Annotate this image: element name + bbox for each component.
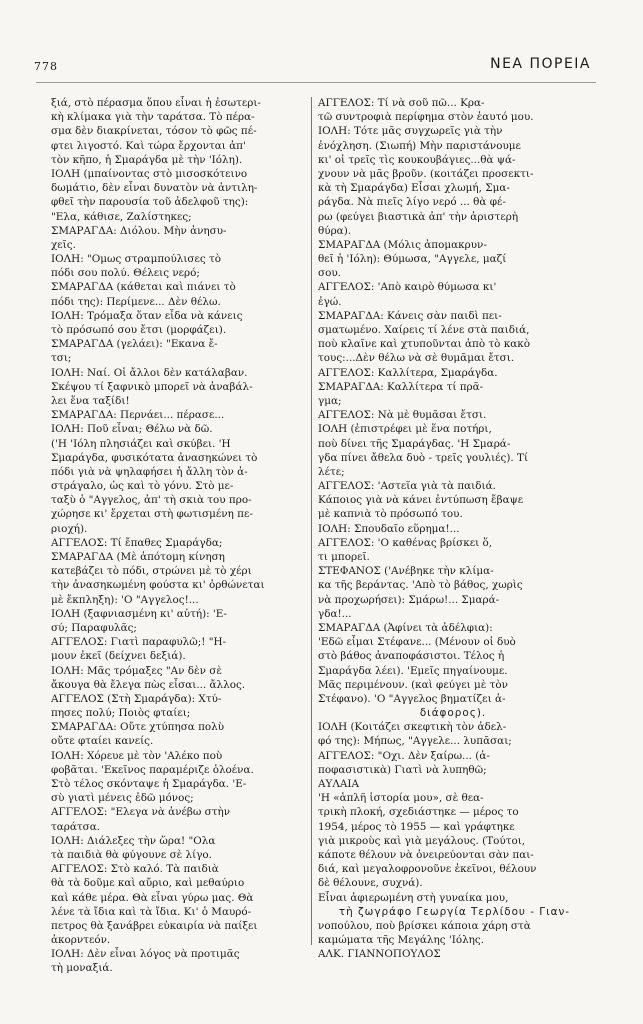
text-line: Κάποιος γιὰ νὰ κάνει ἐντύπωση ἔβαψε bbox=[318, 494, 524, 507]
text-line: ΑΓΓΕΛΟΣ: "Ελεγα νὰ ἀνέβω στὴν bbox=[51, 806, 231, 819]
text-line: τὴ μοναξιά. bbox=[51, 962, 113, 975]
text-line: σμα δὲν διακρίνεται, τόσον τὸ φῶς πέ- bbox=[51, 125, 257, 138]
text-line: ΑΓΓΕΛΟΣ (Στὴ Σμαράγδα): Χτύ- bbox=[51, 692, 222, 705]
text-line: τὰ παιδιὰ θὰ φύγουνε σὲ λίγο. bbox=[51, 848, 212, 861]
text-line: πετρος θὰ ξανάβρει εὐκαιρία νὰ παίξει bbox=[51, 919, 258, 932]
text-line: ρω (φεύγει βιαστικὰ ἀπ' τὴν ἀριστερὴ bbox=[318, 210, 519, 223]
text-line: κάποτε θέλουν νὰ ὀνειρεύονται σὰν παι- bbox=[318, 848, 534, 861]
text-line: ΙΟΛΗ: Σπουδαῖο εὕρημα!... bbox=[318, 522, 460, 535]
text-line: ΑΓΓΕΛΟΣ: Τί ἔπαθες Σμαράγδα; bbox=[51, 536, 223, 549]
text-line: ΑΥΛΑΙΑ bbox=[318, 778, 359, 790]
text-line: θύρα). bbox=[318, 224, 352, 237]
text-line: Μᾶς περιμένουν. (καὶ φεύγει μὲ τὸν bbox=[318, 678, 508, 691]
text-line: θεῖ ἡ 'Ιόλη): Θύμωσα, "Αγγελε, μαζί bbox=[318, 253, 507, 266]
text-line: ΣΜΑΡΑΓΔΑ: Διόλου. Μὴν ἀνησυ- bbox=[51, 224, 227, 237]
text-line: ΙΟΛΗ (μπαίνοντας στὸ μισοσκότεινο bbox=[51, 167, 248, 180]
text-line: ΑΓΓΕΛΟΣ: Γιατὶ παραφυλῶ;! "Η- bbox=[51, 636, 227, 649]
text-line: καμώματα τῆς Μεγάλης 'Ιόλης. bbox=[318, 934, 485, 947]
text-line: καὶ κάθε μέρα. Θὰ εἶναι γύρω μας. Θὰ bbox=[51, 891, 254, 904]
text-line: τὸ πρόσωπό σου ἔτσι (μορφάζει). bbox=[51, 324, 227, 336]
text-line: πόδι της): Περίμενε... Δὲν θέλω. bbox=[51, 295, 221, 308]
text-line: Εἶναι ἀφιερωμένη στὴ γυναίκα μου, bbox=[318, 891, 509, 904]
text-line: γδα!... bbox=[318, 607, 352, 620]
text-line: δωμάτιο, δὲν εἶναι δυνατὸν νὰ ἀντιλη- bbox=[51, 182, 258, 195]
text-line: ΙΟΛΗ: Διάλεξες τὴν ὥρα! "Ολα bbox=[51, 834, 216, 847]
text-line: χώρησε κι' ἔρχεται στὴ φωτισμένη πε- bbox=[51, 508, 253, 521]
text-line: ἐγώ. bbox=[318, 295, 342, 308]
right-column bbox=[318, 96, 588, 961]
text-line: ποφασιστικὰ) Γιατὶ νὰ λυπηθῶ; bbox=[318, 763, 487, 776]
text-line: πησες πολύ; Ποιὸς φταίει; bbox=[51, 707, 191, 720]
text-line: ΑΓΓΕΛΟΣ: Τί νὰ σοῦ πῶ... Κρα- bbox=[318, 97, 485, 109]
text-line: ΙΟΛΗ: Ποῦ εἶναι; Θέλω νὰ δῶ. bbox=[51, 423, 213, 436]
text-line: ξιά, στὸ πέρασμα ὅπου εἶναι ἡ ἐσωτερι- bbox=[51, 97, 261, 109]
text-line: ΑΓΓΕΛΟΣ: Νὰ μὲ θυμᾶσαι ἔτσι. bbox=[318, 409, 487, 422]
text-line: σὺ γιατὶ μένεις ἐδῶ μόνος; bbox=[51, 792, 194, 805]
text-line: ΙΟΛΗ (ξαφνιασμένη κι' αὐτή): 'Ε- bbox=[51, 607, 227, 620]
text-line: Στέφανο). 'Ο "Αγγελος βηματίζει ἀ- bbox=[318, 692, 506, 705]
text-line: ΣΜΑΡΑΓΔΑ: Καλλίτερα τί πρᾶ- bbox=[318, 380, 484, 393]
text-line: ΑΛΚ. ΓΙΑΝΝΟΠΟΥΛΟΣ bbox=[318, 948, 441, 961]
text-line: λένε τὰ ἴδια καὶ τὰ ἴδια. Κι' ὁ Μαυρό- bbox=[51, 905, 252, 918]
text-line: ΣΜΑΡΑΓΔΑ (κάθεται καὶ πιάνει τὸ bbox=[51, 281, 236, 294]
text-line: ἐνόχληση. (Σιωπή) Μὴν παριστάνουμε bbox=[318, 139, 521, 152]
text-line: ΙΟΛΗ: Ναί. Οἱ ἄλλοι δὲν κατάλαβαν. bbox=[51, 366, 248, 379]
text-line: κι' οἱ τρεῖς τὶς κουκουβάγιες...θὰ ψά- bbox=[318, 153, 516, 166]
text-line: φοβᾶται. 'Εκεῖνος παραμέριζε ὁλοένα. bbox=[51, 763, 254, 776]
text-line: 'Εδῶ εἶμαι Στέφανε... (Μένουν οἱ δυὸ bbox=[318, 636, 516, 649]
text-line: Σκέψου τί ξαφνικὸ μπορεῖ νὰ ἀναβάλ- bbox=[51, 380, 253, 393]
text-line: ΙΟΛΗ: Μᾶς τρόμαξες "Αν δὲν σὲ bbox=[51, 664, 222, 677]
left-column bbox=[51, 96, 307, 976]
text-line: ΑΓΓΕΛΟΣ: Καλλίτερα, Σμαράγδα. bbox=[318, 366, 498, 379]
text-line: φθεῖ τὴν παρουσία τοῦ ἀδελφοῦ της): bbox=[51, 196, 249, 209]
text-line: χνουν νὰ μᾶς βροῦν. (κοιτάζει προσεκτι- bbox=[318, 167, 534, 180]
text-line: ΑΓΓΕΛΟΣ: 'Αστεῖα γιὰ τὰ παιδιά. bbox=[318, 480, 496, 493]
text-line: ΑΓΓΕΛΟΣ: 'Απὸ καιρὸ θύμωσα κι' bbox=[318, 281, 497, 294]
text-line: σματωμένο. Χαίρεις τί λένε στὰ παιδιά, bbox=[318, 324, 530, 336]
running-head: ΝΕΑ ΠΟΡΕΙΑ bbox=[490, 56, 591, 72]
text-line: ταράτσα. bbox=[51, 820, 101, 833]
text-line: τσι; bbox=[51, 352, 72, 365]
text-line: ράγδα. Νὰ πιεῖς λίγο νερό ... θὰ φέ- bbox=[318, 196, 506, 209]
text-line: σου. bbox=[318, 267, 341, 280]
text-line: ΙΟΛΗ: Χόρευε μὲ τὸν 'Αλέκο ποὺ bbox=[51, 749, 223, 762]
text-line: ΙΟΛΗ: Δὲν εἶναι λόγος νὰ προτιμᾶς bbox=[51, 948, 240, 961]
text-line: ΑΓΓΕΛΟΣ: "Οχι. Δὲν ξαίρω... (ἀ- bbox=[318, 749, 490, 762]
text-line: ποὺ δίνει τῆς Σμαράγδας. 'Η Σμαρά- bbox=[318, 437, 511, 450]
text-line: γδα πίνει ἄθελα δυὸ - τρεῖς γουλιές). Τί bbox=[318, 451, 529, 464]
text-line: τρικὴ πλοκή, σχεδιάστηκε — μέρος το bbox=[318, 806, 519, 819]
text-line: 1954, μέρος τὸ 1955 — καὶ γράφτηκε bbox=[318, 820, 515, 833]
text-line: "Ελα, κάθισε, Ζαλίστηκες; bbox=[51, 210, 192, 223]
text-line: τὴ ζωγράφο Γεωργία Τερλίδου - Γιαν- bbox=[338, 905, 570, 918]
text-line: λει ἕνα ταξίδι! bbox=[51, 394, 130, 407]
text-line: ΙΟΛΗ: Τότε μᾶς συγχωρεῖς γιὰ τὴν bbox=[318, 125, 503, 138]
text-line: οὔτε φταίει κανείς. bbox=[51, 735, 154, 748]
text-line: τι μπορεῖ. bbox=[318, 551, 370, 563]
text-line: ΣΜΑΡΑΓΔΑ (Ἀφίνει τὰ ἀδέλφια): bbox=[318, 621, 493, 634]
text-line: γιὰ μικροὺς καὶ γιὰ μεγάλους. (Τούτοι, bbox=[318, 834, 526, 847]
text-line: χεῖς. bbox=[51, 238, 76, 251]
text-line: ΙΟΛΗ: "Ομως στραμπούλισες τὸ bbox=[51, 253, 222, 266]
text-line: δὲ θέλουνε, συχνά). bbox=[318, 877, 423, 890]
text-line: μουν ἐκεῖ (δείχνει δεξιά). bbox=[51, 650, 186, 663]
text-line: τὴν ἀνασηκωμένη φούστα κι' ὀρθώνεται bbox=[51, 579, 265, 592]
text-line: ΣΜΑΡΑΓΔΑ: Κάνεις σὰν παιδὶ πει- bbox=[318, 309, 502, 322]
text-line: ΣΜΑΡΑΓΔΑ (Μόλις ἀπομακρυν- bbox=[318, 238, 487, 251]
text-line: ('Η 'Ιόλη πλησιάζει καὶ σκύβει. 'Η bbox=[51, 437, 231, 450]
text-line: Σμαράγδα, φυσικότατα ἀνασηκώνει τὸ bbox=[51, 451, 258, 464]
text-line: σύ; Παραφυλᾶς; bbox=[51, 621, 137, 634]
text-line: θὰ τὰ δοῦμε καὶ αὔριο, καὶ μεθαύριο bbox=[51, 877, 245, 890]
text-line: κατεβάζει τὸ πόδι, στρώνει μὲ τὸ χέρι bbox=[51, 565, 252, 578]
text-line: ἄκουγα θὰ ἔλεγα πὼς εἶσαι... ἄλλος. bbox=[51, 678, 246, 691]
header-divider bbox=[36, 82, 596, 83]
text-line: ποὺ κλαῖνε καὶ χτυποῦνται ἀπὸ τὸ κακὸ bbox=[318, 338, 530, 351]
text-line: ΙΟΛΗ: Τρόμαξα ὅταν εἶδα νὰ κάνεις bbox=[51, 309, 243, 322]
text-line: ταξὺ ὁ "Αγγελος, ἀπ' τὴ σκιὰ του προ- bbox=[51, 494, 252, 507]
text-line: ΣΜΑΡΑΓΔΑ: Περνάει... πέρασε... bbox=[51, 409, 225, 422]
text-line: πόδι γιὰ νὰ ψηλαφήσει ἡ ἄλλη τὸν ἀ- bbox=[51, 465, 248, 478]
text-line: Σμαράγδα λέει). 'Εμεῖς πηγαίνουμε. bbox=[318, 664, 508, 677]
text-line: τὸν κῆπο, ἡ Σμαράγδα μὲ τὴν 'Ιόλη). bbox=[51, 153, 243, 166]
text-line: νὰ προχωρήσει): Σμάρω!... Σμαρά- bbox=[318, 593, 500, 606]
text-line: κὰ τὴ Σμαράγδα) Εἶσαι χλωμή, Σμα- bbox=[318, 182, 510, 195]
text-line: διάφορος). bbox=[419, 707, 487, 720]
text-line: στὸ βάθος ἀναποφάσιστοι. Τέλος ἡ bbox=[318, 650, 505, 663]
text-line: 'Η «ἁπλῆ ἱστορία μου», σὲ θεα- bbox=[318, 792, 484, 805]
text-line: ΣΤΕΦΑΝΟΣ ('Ανέβηκε τὴν κλίμα- bbox=[318, 565, 494, 578]
text-line: ΣΜΑΡΑΓΔΑ (γελάει): "Εκανα ἔ- bbox=[51, 338, 218, 351]
text-line: ΑΓΓΕΛΟΣ: Στὸ καλό. Τὰ παιδιὰ bbox=[51, 863, 219, 876]
text-line: στράγαλο, ὡς καὶ τὸ γόνυ. Στὸ με- bbox=[51, 480, 234, 493]
text-line: κὴ κλίμακα γιὰ τὴν ταράτσα. Τὸ πέρα- bbox=[51, 111, 255, 124]
text-line: ΑΓΓΕΛΟΣ: 'Ο καθένας βρίσκει ὅ, bbox=[318, 536, 493, 549]
text-line: μὲ καπνιὰ τὸ πρόσωπό του. bbox=[318, 508, 463, 521]
text-line: τῶ συντροφιὰ περίφημα στὸν ἑαυτό μου. bbox=[318, 111, 534, 124]
text-line: ΣΜΑΡΑΓΔΑ (Μὲ ἀπότομη κίνηση bbox=[51, 551, 225, 563]
text-line: ΙΟΛΗ (ἐπιστρέφει μὲ ἕνα ποτήρι, bbox=[318, 423, 492, 436]
text-line: νοπούλου, ποὺ βρίσκει κάποια χάρη στὰ bbox=[318, 919, 531, 932]
text-line: ἀκορντεόν. bbox=[51, 934, 111, 947]
text-line: λέτε; bbox=[318, 465, 345, 478]
text-line: φό της): Μήπως, "Αγγελε... λυπᾶσαι; bbox=[318, 735, 512, 748]
text-line: ΣΜΑΡΑΓΔΑ: Οὔτε χτύπησα πολὺ bbox=[51, 721, 225, 734]
text-line: ΙΟΛΗ (Κοιτάζει σκεφτικὴ τὸν ἀδελ- bbox=[318, 721, 507, 734]
text-line: ριοχή). bbox=[51, 522, 88, 535]
text-line: τους:...Δὲν θέλω νὰ σὲ θυμᾶμαι ἔτσι. bbox=[318, 352, 515, 365]
text-line: πόδι σου πολύ. Θέλεις νερό; bbox=[51, 267, 200, 280]
text-line: κα τῆς βεράντας. 'Απὸ τὸ βάθος, χωρὶς bbox=[318, 579, 523, 592]
page-number: 778 bbox=[34, 60, 58, 73]
text-line: φτει λιγοστό. Καὶ τώρα ἔρχονται ἀπ' bbox=[51, 139, 246, 152]
column-rule bbox=[311, 97, 312, 945]
text-line: Στὸ τέλος σκόνταψε ἡ Σμαράγδα. 'Ε- bbox=[51, 778, 247, 790]
text-line: γμα; bbox=[318, 394, 342, 407]
text-line: μὲ ἔκπληξη): 'Ο "Αγγελος!... bbox=[51, 593, 199, 606]
text-line: διά, καὶ μεγαλοφρονοῦνε ἐκεῖνοι, θέλουν bbox=[318, 863, 537, 876]
